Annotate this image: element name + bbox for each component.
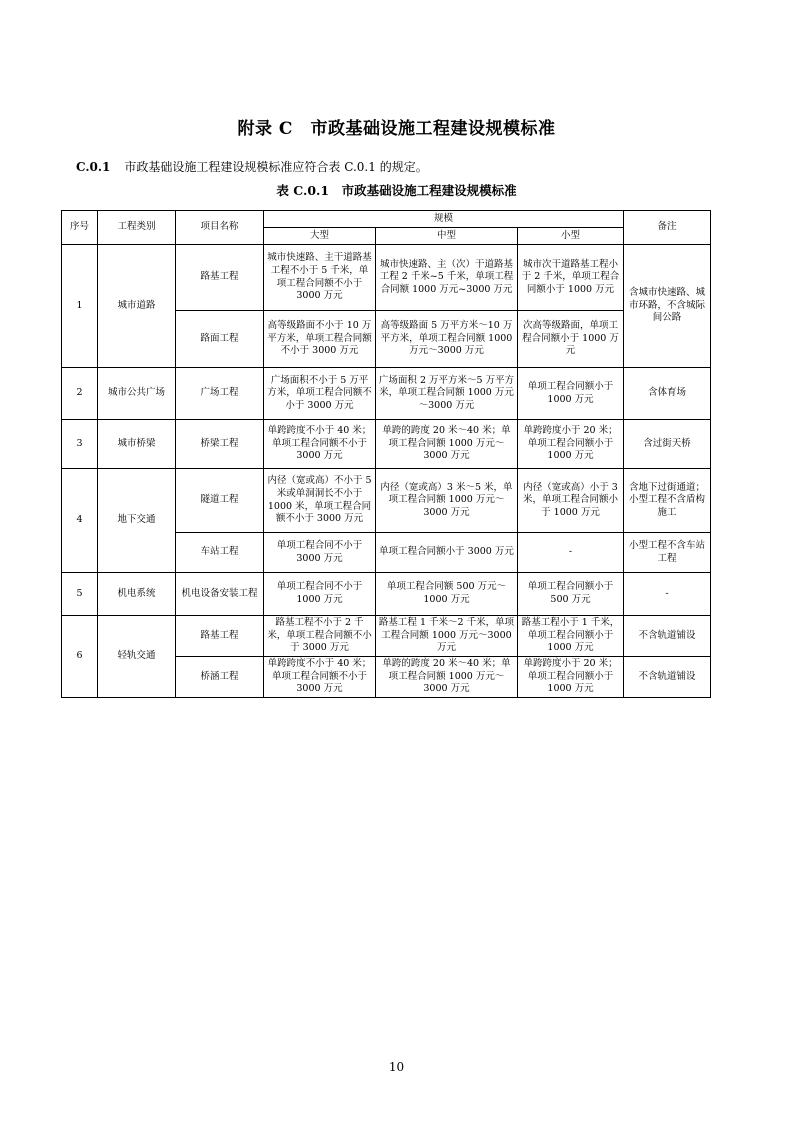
cell-note: 不含轨道铺设 (624, 616, 711, 657)
cell-no: 6 (62, 616, 98, 698)
cell-small: 单跨跨度小于 20 米；单项工程合同额小于 1000 万元 (518, 420, 624, 469)
scale-standard-table (61, 210, 711, 698)
cell-large: 高等级路面不小于 10 万平方米，单项工程合同额不小于 3000 万元 (264, 311, 376, 368)
cell-medium: 高等级路面 5 万平方米～10 万平方米，单项工程合同额 1000 万元～3000 万元 (376, 311, 518, 368)
cell-note: 含过街天桥 (624, 420, 711, 469)
cell-category: 城市桥梁 (98, 420, 176, 469)
cell-medium: 路基工程 1 千米～2 千米，单项工程合同额 1000 万元～3000 万元 (376, 616, 518, 657)
cell-category: 地下交通 (98, 469, 176, 573)
table-row (62, 245, 711, 311)
header-category: 工程类别 (98, 211, 176, 245)
cell-item: 路基工程 (176, 616, 264, 657)
cell-no: 5 (62, 573, 98, 616)
cell-large: 单跨跨度不小于 40 米；单项工程合同额不小于 3000 万元 (264, 420, 376, 469)
header-large: 大型 (264, 228, 376, 245)
cell-large: 广场面积不小于 5 万平方米，单项工程合同额不小于 3000 万元 (264, 368, 376, 420)
table-row (62, 420, 711, 469)
header-medium: 中型 (376, 228, 518, 245)
cell-note: - (624, 573, 711, 616)
table-caption: 表 C.0.1 市政基础设施工程建设规模标准 (276, 183, 517, 198)
cell-no: 1 (62, 245, 98, 368)
appendix-title: 附录 C 市政基础设施工程建设规模标准 (237, 119, 556, 139)
cell-item: 路面工程 (176, 311, 264, 368)
cell-large: 单项工程合同不小于 3000 万元 (264, 533, 376, 573)
cell-medium: 城市快速路、主（次）干道路基工程 2 千米~5 千米，单项工程合同额 1000 万元~3000 万元 (376, 245, 518, 311)
cell-large: 单项工程合同不小于 1000 万元 (264, 573, 376, 616)
header-row (62, 211, 711, 228)
cell-category: 轻轨交通 (98, 616, 176, 698)
cell-small: 内径（宽或高）小于 3 米，单项工程合同额小于 1000 万元 (518, 469, 624, 533)
cell-category: 城市道路 (98, 245, 176, 368)
cell-note: 不含轨道铺设 (624, 657, 711, 698)
cell-category: 城市公共广场 (98, 368, 176, 420)
cell-small: 城市次干道路基工程小于 2 千米，单项工程合同额小于 1000 万元 (518, 245, 624, 311)
cell-small: 单跨跨度小于 20 米；单项工程合同额小于 1000 万元 (518, 657, 624, 698)
cell-medium: 单项工程合同额小于 3000 万元 (376, 533, 518, 573)
cell-medium: 内径（宽或高）3 米～5 米，单项工程合同额 1000 万元～3000 万元 (376, 469, 518, 533)
cell-category: 机电系统 (98, 573, 176, 616)
header-no: 序号 (62, 211, 98, 245)
cell-no: 3 (62, 420, 98, 469)
header-item: 项目名称 (176, 211, 264, 245)
clause-number: C.0.1 (76, 160, 111, 174)
table-row (62, 616, 711, 657)
header-note: 备注 (624, 211, 711, 245)
cell-small: 路基工程小于 1 千米，单项工程合同额小于 1000 万元 (518, 616, 624, 657)
cell-item: 桥涵工程 (176, 657, 264, 698)
cell-medium: 单跨的跨度 20 米～40 米；单项工程合同额 1000 万元～3000 万元 (376, 420, 518, 469)
page-number: 10 (388, 1060, 405, 1074)
cell-note: 小型工程不含车站工程 (624, 533, 711, 573)
table-row (62, 573, 711, 616)
cell-item: 路基工程 (176, 245, 264, 311)
cell-small: - (518, 533, 624, 573)
cell-large: 内径（宽或高）不小于 5 米或单洞洞长不小于 1000 米，单项工程合同额不小于 3000 万元 (264, 469, 376, 533)
cell-small: 单项工程合同额小于 1000 万元 (518, 368, 624, 420)
cell-item: 广场工程 (176, 368, 264, 420)
cell-large: 路基工程不小于 2 千米，单项工程合同额不小于 3000 万元 (264, 616, 376, 657)
cell-item: 车站工程 (176, 533, 264, 573)
cell-no: 4 (62, 469, 98, 573)
cell-no: 2 (62, 368, 98, 420)
cell-medium: 单项工程合同额 500 万元～1000 万元 (376, 573, 518, 616)
cell-item: 桥梁工程 (176, 420, 264, 469)
cell-note: 含城市快速路、城市环路，不含城际间公路 (624, 245, 711, 368)
header-small: 小型 (518, 228, 624, 245)
clause-text: 市政基础设施工程建设规模标准应符合表 C.0.1 的规定。 (124, 160, 428, 174)
cell-small: 次高等级路面，单项工程合同额小于 1000 万元 (518, 311, 624, 368)
cell-note: 含体育场 (624, 368, 711, 420)
cell-large: 单跨跨度不小于 40 米；单项工程合同额不小于 3000 万元 (264, 657, 376, 698)
cell-medium: 广场面积 2 万平方米～5 万平方米，单项工程合同额 1000 万元～3000 万元 (376, 368, 518, 420)
cell-item: 隧道工程 (176, 469, 264, 533)
cell-medium: 单跨的跨度 20 米～40 米；单项工程合同额 1000 万元～3000 万元 (376, 657, 518, 698)
table-row (62, 368, 711, 420)
cell-note: 含地下过街通道；小型工程不含盾构施工 (624, 469, 711, 533)
table-row (62, 469, 711, 533)
clause-c01 (76, 158, 428, 175)
cell-large: 城市快速路、主干道路基工程不小于 5 千米，单项工程合同额不小于 3000 万元 (264, 245, 376, 311)
cell-item: 机电设备安装工程 (176, 573, 264, 616)
header-scale: 规模 (264, 211, 624, 228)
cell-small: 单项工程合同额小于 500 万元 (518, 573, 624, 616)
